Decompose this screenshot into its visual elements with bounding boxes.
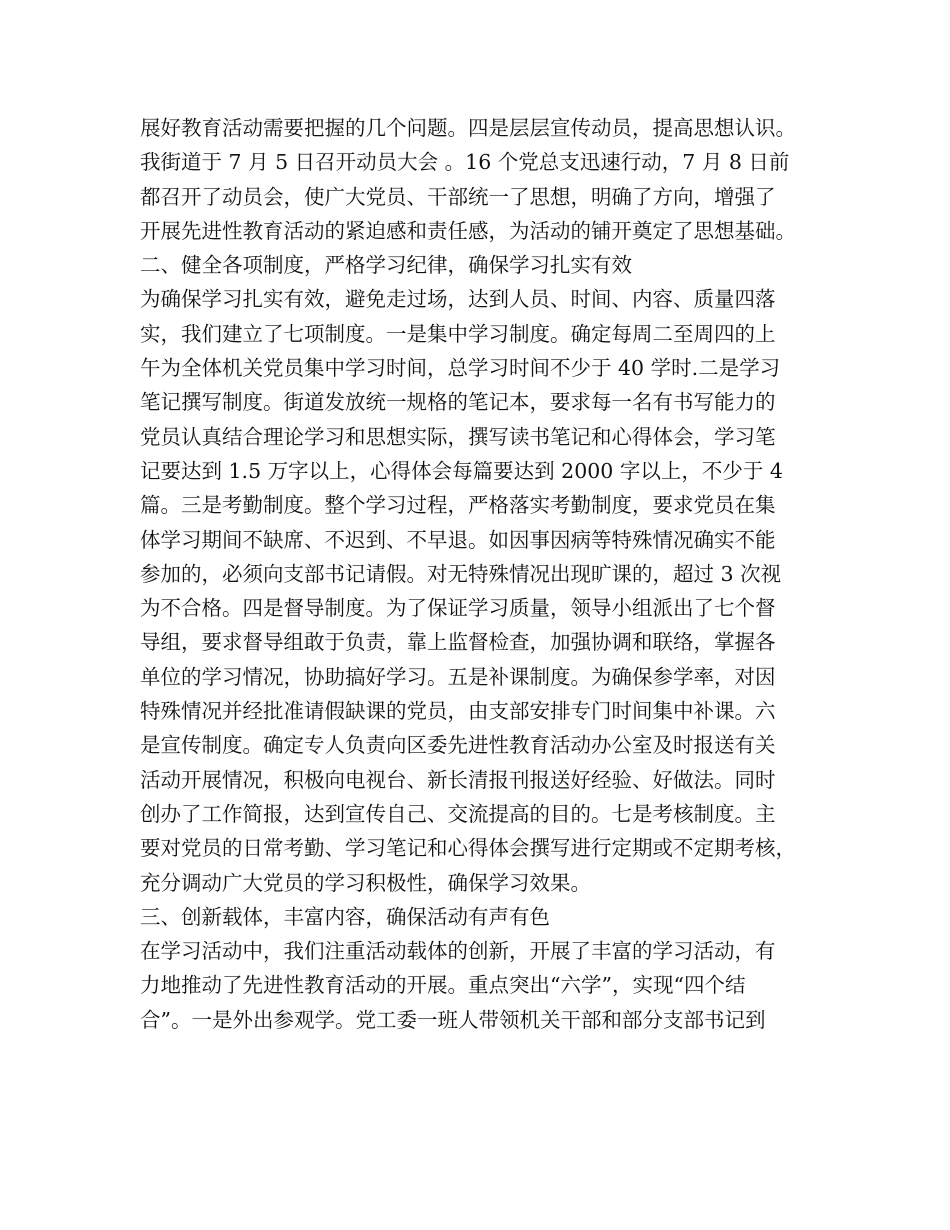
text-line: 党员认真结合理论学习和思想实际，撰写读书笔记和心得体会，学习笔	[140, 424, 776, 449]
text-line: 合”。一是外出参观学。党工委一班人带领机关干部和部分支部书记到	[140, 1007, 766, 1032]
text-line: 活动开展情况，积极向电视台、新长清报刊报送好经验、好做法。同时	[140, 767, 776, 792]
text-line: 我街道于 7 月 5 日召开动员大会 。16 个党总支迅速行动，7 月 8 日前	[140, 150, 790, 175]
text-line: 特殊情况并经批准请假缺课的党员，由支部安排专门时间集中补课。六	[140, 699, 776, 724]
text-line: 实，我们建立了七项制度。一是集中学习制度。确定每周二至周四的上	[140, 321, 776, 346]
text-line: 笔记撰写制度。街道发放统一规格的笔记本，要求每一名有书写能力的	[140, 390, 776, 415]
text-line: 创办了工作简报，达到宣传自己、交流提高的目的。七是考核制度。主	[140, 801, 776, 826]
text-line: 为确保学习扎实有效，避免走过场，达到人员、时间、内容、质量四落	[140, 287, 776, 312]
text-line: 午为全体机关党员集中学习时间，总学习时间不少于 40 学时.二是学习	[140, 356, 781, 381]
text-line: 参加的，必须向支部书记请假。对无特殊情况出现旷课的，超过 3 次视	[140, 561, 782, 586]
section-heading: 二、健全各项制度，严格学习纪律，确保学习扎实有效	[140, 253, 632, 278]
text-line: 是宣传制度。确定专人负责向区委先进性教育活动办公室及时报送有关	[140, 733, 776, 758]
text-line: 导组，要求督导组敢于负责，靠上监督检查，加强协调和联络，掌握各	[140, 630, 776, 655]
text-line: 开展先进性教育活动的紧迫感和责任感，为活动的铺开奠定了思想基础。	[140, 218, 796, 243]
section-heading: 三、创新载体，丰富内容，确保活动有声有色	[140, 904, 550, 929]
text-line: 篇。三是考勤制度。整个学习过程，严格落实考勤制度，要求党员在集	[140, 493, 776, 518]
text-line: 单位的学习情况，协助搞好学习。五是补课制度。为确保参学率，对因	[140, 664, 776, 689]
text-line: 充分调动广大党员的学习积极性，确保学习效果。	[140, 870, 591, 895]
text-line: 记要达到 1.5 万字以上，心得体会每篇要达到 2000 字以上，不少于 4	[140, 458, 783, 483]
text-line: 体学习期间不缺席、不迟到、不早退。如因事因病等特殊情况确实不能	[140, 527, 776, 552]
document-body	[140, 111, 840, 1037]
text-line: 都召开了动员会，使广大党员、干部统一了思想，明确了方向，增强了	[140, 184, 776, 209]
text-line: 在学习活动中，我们注重活动载体的创新，开展了丰富的学习活动，有	[140, 939, 776, 964]
text-line: 力地推动了先进性教育活动的开展。重点突出“六学”，实现“四个结	[140, 973, 746, 998]
text-line: 为不合格。四是督导制度。为了保证学习质量，领导小组派出了七个督	[140, 596, 776, 621]
text-line: 要对党员的日常考勤、学习笔记和心得体会撰写进行定期或不定期考核，	[140, 836, 796, 861]
text-line: 展好教育活动需要把握的几个问题。四是层层宣传动员，提高思想认识。	[140, 116, 796, 140]
